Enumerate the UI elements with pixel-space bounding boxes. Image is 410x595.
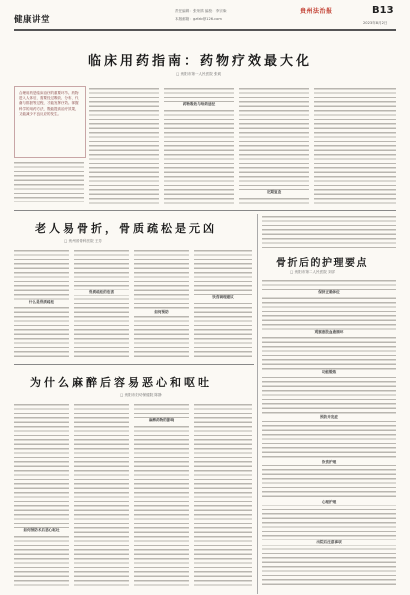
right-article-byline: □ 贵阳市第二人民医院 刘洋 xyxy=(290,270,336,274)
text-column xyxy=(74,402,129,588)
top-article-byline: □ 贵阳市第一人民医院 张莉 xyxy=(176,72,222,76)
top-article-intro: 合理用药是临床治疗的重要环节。药物进入人体后，需要经过吸收、分布、代谢与排泄等过程，才能发挥疗效。掌握科学的用药方法，既能提高治疗效果，又能减少不良反应的发生。 xyxy=(19,91,79,116)
right-article-title: 骨折后的护理要点 xyxy=(276,258,368,269)
text-column xyxy=(239,86,309,204)
text-column xyxy=(89,86,159,204)
text-column xyxy=(14,160,84,202)
text-column xyxy=(194,402,252,588)
divider xyxy=(14,364,254,365)
subhead: 药物吸收与给药途径 xyxy=(164,102,234,107)
editor-line: 责任编辑：张荣鸽 编校：李宗柴 xyxy=(175,9,227,13)
top-article-title: 临床用药指南：药物疗效最大化 xyxy=(88,54,313,69)
subhead: 饮食护理 xyxy=(262,460,396,465)
subhead: 保持正确体位 xyxy=(262,290,396,295)
right-article-lead xyxy=(262,214,396,250)
middle-article-byline: □ 贵州省骨科医院 王芳 xyxy=(64,239,103,243)
column-divider xyxy=(257,214,258,594)
middle-article-title: 老人易骨折，骨质疏松是元凶 xyxy=(35,222,217,235)
subhead: 麻醉药物的影响 xyxy=(134,418,189,423)
date-line: 2023年8月2日 xyxy=(363,21,388,25)
subhead: 心理护理 xyxy=(262,500,396,505)
bottom-article-title: 为什么麻醉后容易恶心和呕吐 xyxy=(30,376,212,389)
text-column xyxy=(134,402,189,588)
subhead: 什么是骨质疏松 xyxy=(14,300,69,305)
email-line: 本版邮箱：gzfzb@126.com xyxy=(175,17,222,21)
subhead: 功能锻炼 xyxy=(262,370,396,375)
section-name: 健康讲堂 xyxy=(14,15,51,25)
subhead: 饮食调理建议 xyxy=(194,295,252,300)
divider xyxy=(14,210,396,211)
top-article-intro-box xyxy=(14,86,86,158)
text-column xyxy=(14,402,69,588)
bottom-article-byline: □ 贵阳市妇幼保健院 陈静 xyxy=(120,393,162,397)
text-column xyxy=(134,248,189,360)
header-rule xyxy=(14,29,396,31)
text-column xyxy=(314,86,396,204)
subhead: 出院后注意事项 xyxy=(262,540,396,545)
text-column xyxy=(74,248,129,360)
subhead: 如何预防术后恶心呕吐 xyxy=(14,528,69,533)
subhead: 骨质疏松的危害 xyxy=(74,290,129,295)
masthead-logo: 贵州法治报 xyxy=(300,8,333,15)
subhead: 观察患肢血液循环 xyxy=(262,330,396,335)
subhead: 如何预防 xyxy=(134,310,189,315)
page-number: B13 xyxy=(372,5,394,16)
subhead: 预防并发症 xyxy=(262,415,396,420)
text-column xyxy=(194,248,252,360)
subhead: 定期复查 xyxy=(239,190,309,195)
